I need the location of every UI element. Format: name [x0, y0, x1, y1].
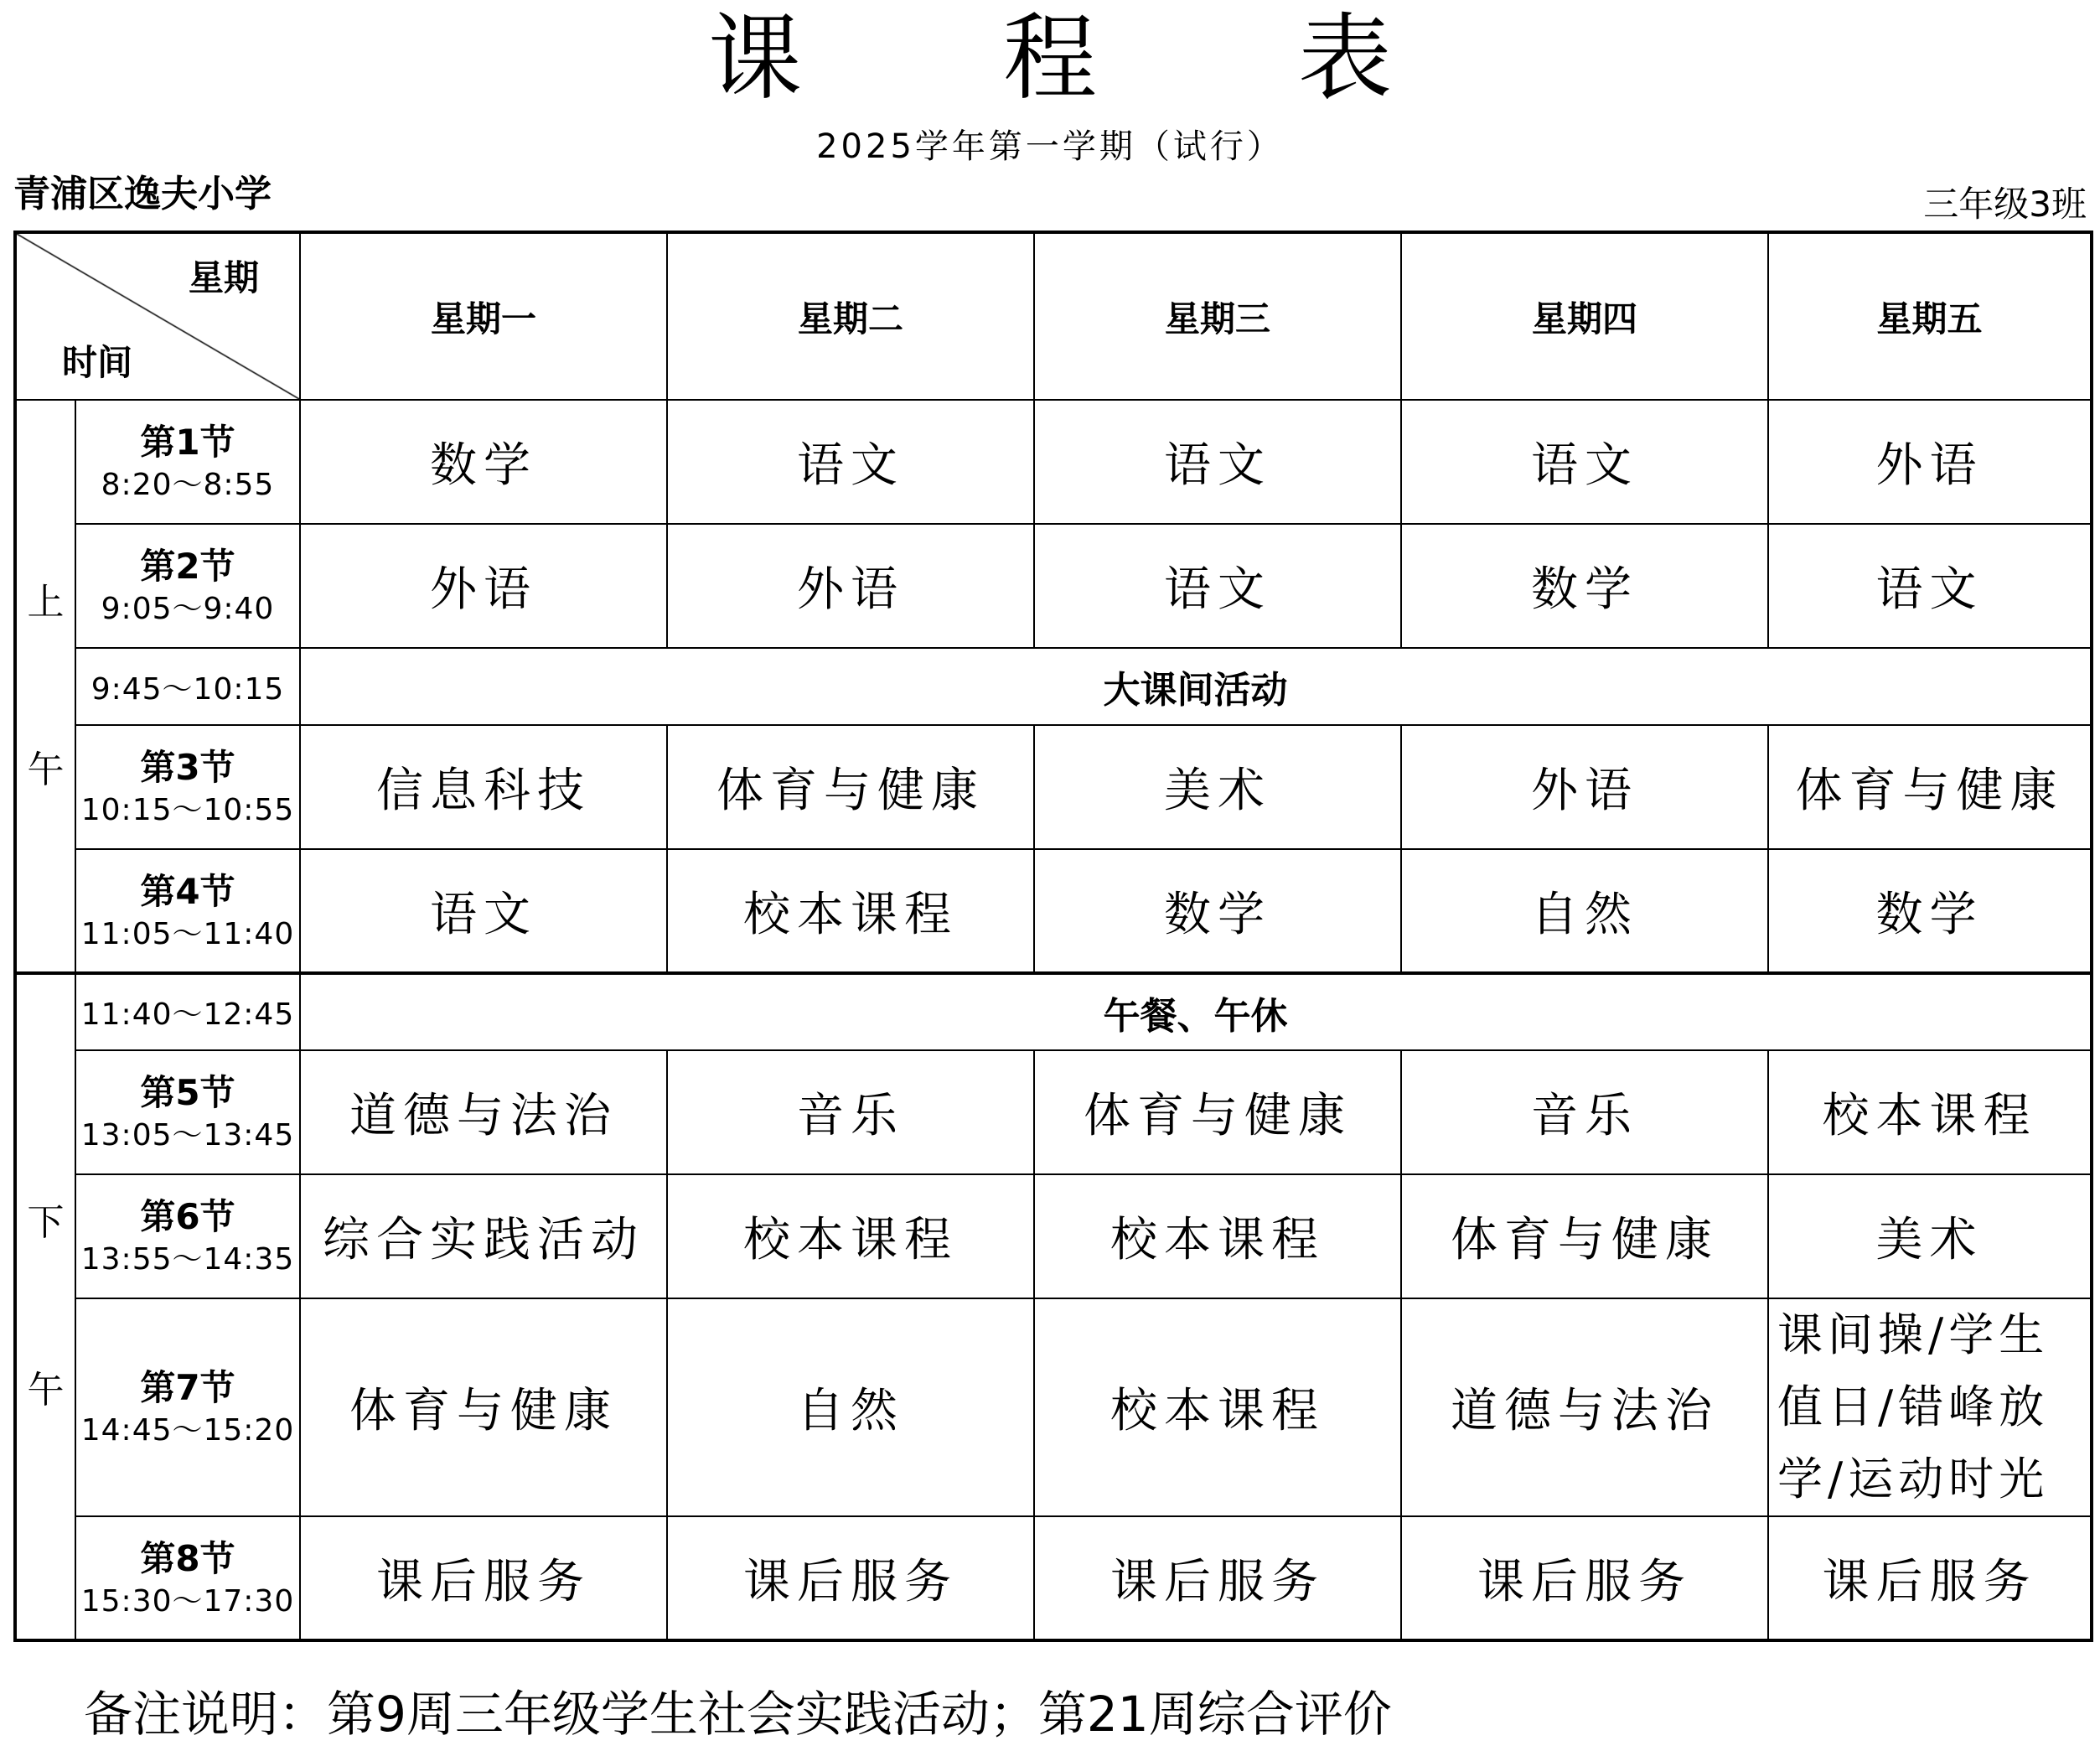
- period-name: 第7节: [140, 1367, 235, 1408]
- corner-cell: [15, 232, 300, 400]
- course-cell: 课后服务: [1401, 1516, 1768, 1640]
- period-time: 10:15～10:55: [80, 793, 295, 827]
- course-cell: 道德与法治: [1401, 1298, 1768, 1516]
- course-cell: 课后服务: [1768, 1516, 2092, 1640]
- school-name: 青浦区逸夫小学: [13, 173, 272, 215]
- table-row: [15, 1050, 2092, 1174]
- period-cell: [75, 1174, 300, 1298]
- period-name: 第5节: [140, 1072, 235, 1113]
- period-time: 9:05～9:40: [101, 592, 275, 626]
- course-cell: 体育与健康: [1034, 1050, 1401, 1174]
- course-cell: 语文: [300, 849, 667, 973]
- remarks-note: 备注说明：第9周三年级学生社会实践活动；第21周综合评价: [84, 1686, 1392, 1743]
- course-cell: 语文: [1768, 524, 2092, 648]
- course-cell: 数学: [300, 400, 667, 524]
- period-name: 第3节: [140, 747, 235, 788]
- period-time: 13:55～14:35: [80, 1242, 295, 1277]
- course-cell: 课间操/学生值日/错峰放学/运动时光: [1768, 1298, 2092, 1516]
- day-header-thu: 星期四: [1401, 232, 1768, 400]
- course-cell: 美术: [1768, 1174, 2092, 1298]
- table-row: [15, 725, 2092, 849]
- corner-weekday-label: 星期: [188, 257, 259, 298]
- corner-time-label: 时间: [62, 342, 133, 383]
- period-name: 第1节: [140, 422, 235, 463]
- course-cell: 美术: [1034, 725, 1401, 849]
- course-cell: 体育与健康: [1768, 725, 2092, 849]
- table-row: [15, 1174, 2092, 1298]
- course-cell: 道德与法治: [300, 1050, 667, 1174]
- course-cell: 自然: [667, 1298, 1034, 1516]
- table-row: [15, 1298, 2092, 1516]
- period-cell: [75, 725, 300, 849]
- schedule-table: [13, 231, 2093, 1642]
- page-title: 课程表: [708, 4, 1593, 113]
- period-cell: [75, 849, 300, 973]
- course-cell: 外语: [1768, 400, 2092, 524]
- period-cell: [75, 1516, 300, 1640]
- morning-label: 上 午: [15, 400, 75, 973]
- table-row: [15, 849, 2092, 973]
- course-cell: 语文: [1401, 400, 1768, 524]
- period-cell: [75, 400, 300, 524]
- day-header-wed: 星期三: [1034, 232, 1401, 400]
- break-row: [15, 648, 2092, 725]
- break-label: 大课间活动: [300, 648, 2092, 725]
- course-cell: 外语: [667, 524, 1034, 648]
- course-cell: 音乐: [1401, 1050, 1768, 1174]
- course-cell: 校本课程: [667, 1174, 1034, 1298]
- table-row: [15, 524, 2092, 648]
- afternoon-label: 下 午: [15, 973, 75, 1640]
- period-time: 15:30～17:30: [80, 1583, 295, 1619]
- course-cell: 外语: [1401, 725, 1768, 849]
- period-name: 第2节: [140, 546, 235, 587]
- course-cell: 综合实践活动: [300, 1174, 667, 1298]
- period-cell: [75, 1298, 300, 1516]
- course-cell: 数学: [1401, 524, 1768, 648]
- course-cell: 信息科技: [300, 725, 667, 849]
- course-cell: 校本课程: [1768, 1050, 2092, 1174]
- course-cell: 自然: [1401, 849, 1768, 973]
- course-cell: 体育与健康: [1401, 1174, 1768, 1298]
- course-cell: 音乐: [667, 1050, 1034, 1174]
- course-cell: 体育与健康: [667, 725, 1034, 849]
- course-cell: 课后服务: [1034, 1516, 1401, 1640]
- course-cell: 课后服务: [300, 1516, 667, 1640]
- break-time: 9:45～10:15: [75, 648, 300, 725]
- period-cell: [75, 1050, 300, 1174]
- break-label: 午餐、午休: [300, 973, 2092, 1050]
- period-name: 第4节: [140, 870, 235, 912]
- course-cell: 课后服务: [667, 1516, 1034, 1640]
- break-time: 11:40～12:45: [75, 973, 300, 1050]
- day-header-mon: 星期一: [300, 232, 667, 400]
- course-cell: 语文: [1034, 524, 1401, 648]
- course-cell: 数学: [1768, 849, 2092, 973]
- course-cell: 数学: [1034, 849, 1401, 973]
- day-header-fri: 星期五: [1768, 232, 2092, 400]
- period-time: 14:45～15:20: [80, 1413, 295, 1448]
- table-row: [15, 400, 2092, 524]
- period-time: 13:05～13:45: [80, 1118, 295, 1153]
- period-time: 8:20～8:55: [101, 468, 275, 502]
- course-cell: 校本课程: [1034, 1298, 1401, 1516]
- period-name: 第6节: [140, 1196, 235, 1237]
- header-row: [15, 232, 2092, 400]
- class-name: 三年级3班: [1923, 184, 2087, 225]
- table-row: [15, 1516, 2092, 1640]
- course-cell: 语文: [1034, 400, 1401, 524]
- semester-subtitle: 2025学年第一学期（试行）: [816, 127, 1284, 166]
- course-cell: 校本课程: [1034, 1174, 1401, 1298]
- period-name: 第8节: [140, 1537, 235, 1579]
- day-header-tue: 星期二: [667, 232, 1034, 400]
- period-cell: [75, 524, 300, 648]
- course-cell: 体育与健康: [300, 1298, 667, 1516]
- break-row: [15, 973, 2092, 1050]
- course-cell: 外语: [300, 524, 667, 648]
- course-cell: 语文: [667, 400, 1034, 524]
- period-time: 11:05～11:40: [80, 916, 295, 951]
- course-cell: 校本课程: [667, 849, 1034, 973]
